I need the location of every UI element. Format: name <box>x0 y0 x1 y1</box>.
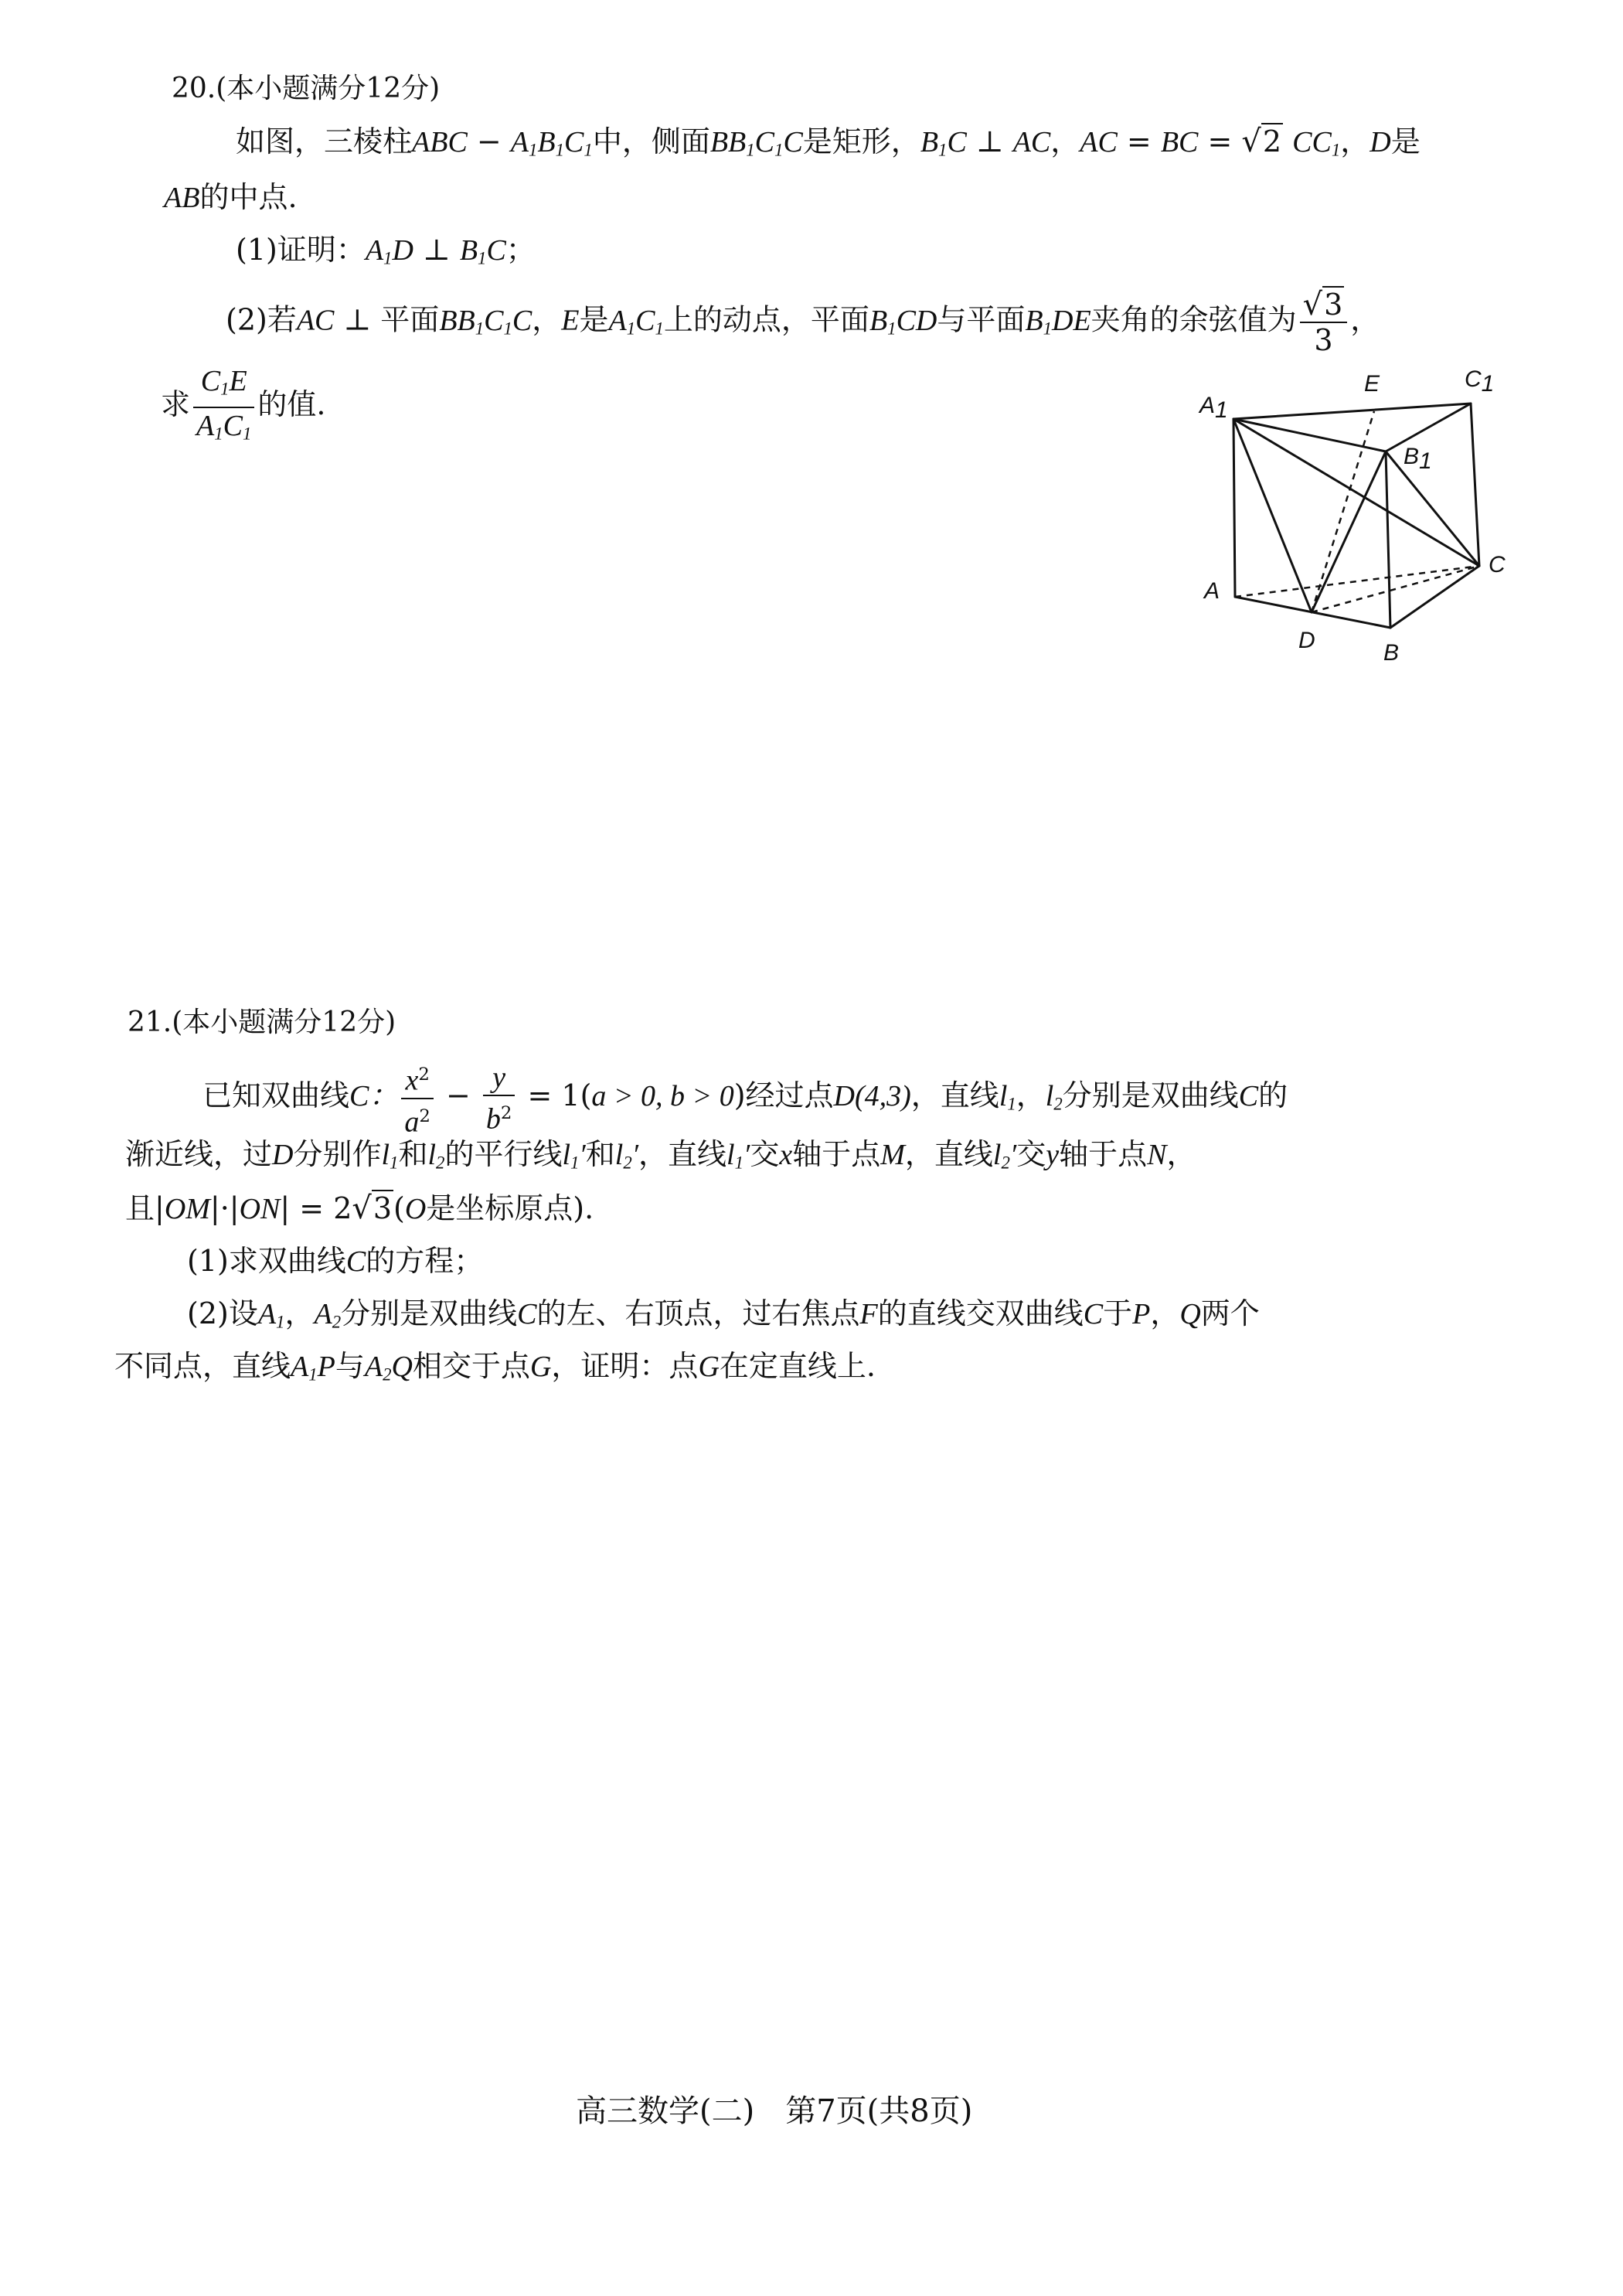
q21-stem-line2: 渐近线，过D分别作$l_1$和$l_2$的平行线$l_1'$和$l_2'$，直线$l_1'$交x轴于点M，直线$l_2'$交y轴于点N， <box>125 1137 1196 1173</box>
q20-part1: (1)证明：$A_1D$ ⊥ $B_1C$； <box>236 233 536 268</box>
label-D: D <box>1298 628 1315 653</box>
page-footer: 高三数学(二) 第7页(共8页) <box>576 2093 973 2129</box>
edge-BC <box>1390 566 1479 628</box>
q20-part2: (2)若AC ⊥ 平面$BB_1C_1C$，E是$A_1C_1$上的动点，平面$B_1CD$与平面$B_1DE$夹角的余弦值为 $\frac{√3}{3}$ ， <box>226 287 1380 357</box>
segment-A1D <box>1233 419 1312 612</box>
prism-figure <box>1190 363 1515 680</box>
q20-stem-line2: AB的中点. <box>164 180 298 214</box>
label-B1: B1 <box>1404 444 1432 474</box>
q20-stem-line1: 如图，三棱柱ABC − $A_1B_1C_1$中，侧面$BB_1C_1C$是矩形，$B_1C$ ⊥ AC，AC = BC = √2 $CC_1$，D是 <box>236 124 1421 160</box>
label-A: A <box>1204 578 1220 604</box>
edge-B1C1 <box>1386 404 1471 451</box>
q21-part2-line1: (2)设$A_1$，$A_2$分别是双曲线C的左、右顶点，过右焦点F的直线交双曲线C于P，Q两个 <box>187 1296 1260 1332</box>
q21-stem-line3: 且|OM|·|ON| = 2√3(O是坐标原点). <box>125 1191 594 1226</box>
label-C: C <box>1489 552 1506 577</box>
edge-A1B1 <box>1233 419 1386 451</box>
label-A1: A1 <box>1199 393 1228 423</box>
hidden-segment-DC <box>1312 566 1479 612</box>
label-E: E <box>1364 371 1380 397</box>
q21-stem-line1: 已知双曲线C： $\frac{x^2}{a^2}$ − $\frac{y}{b^2}$ = 1(a > 0, b > 0)经过点D(4,3)，直线$l_1$，$l_2$分别是双曲线C的 <box>202 1061 1288 1139</box>
label-B: B <box>1383 640 1400 666</box>
edge-BB1 <box>1386 451 1390 628</box>
q21-header: 21.(本小题满分12分) <box>128 1007 396 1038</box>
label-C1: C1 <box>1465 366 1495 397</box>
segment-B1D <box>1312 451 1386 612</box>
edge-A1C1 <box>1233 404 1471 419</box>
q21-part2-line2: 不同点，直线$A_1P$与$A_2Q$相交于点G，证明：点G在定直线上. <box>114 1349 876 1385</box>
edge-CC1 <box>1471 404 1479 566</box>
ratio-fraction: $\frac{C_1E}{A_1C_1}$ <box>193 363 254 451</box>
q20-ask: 求 $\frac{C_1E}{A_1C_1}$ 的值. <box>161 363 326 451</box>
segment-B1C <box>1386 451 1479 566</box>
cosine-fraction: $\frac{√3}{3}$ <box>1300 288 1348 357</box>
q20-header: 20.(本小题满分12分) <box>172 73 441 104</box>
segment-A1C <box>1233 419 1479 566</box>
edge-AA1 <box>1233 419 1235 597</box>
q21-part1: (1)求双曲线C的方程； <box>187 1244 484 1278</box>
